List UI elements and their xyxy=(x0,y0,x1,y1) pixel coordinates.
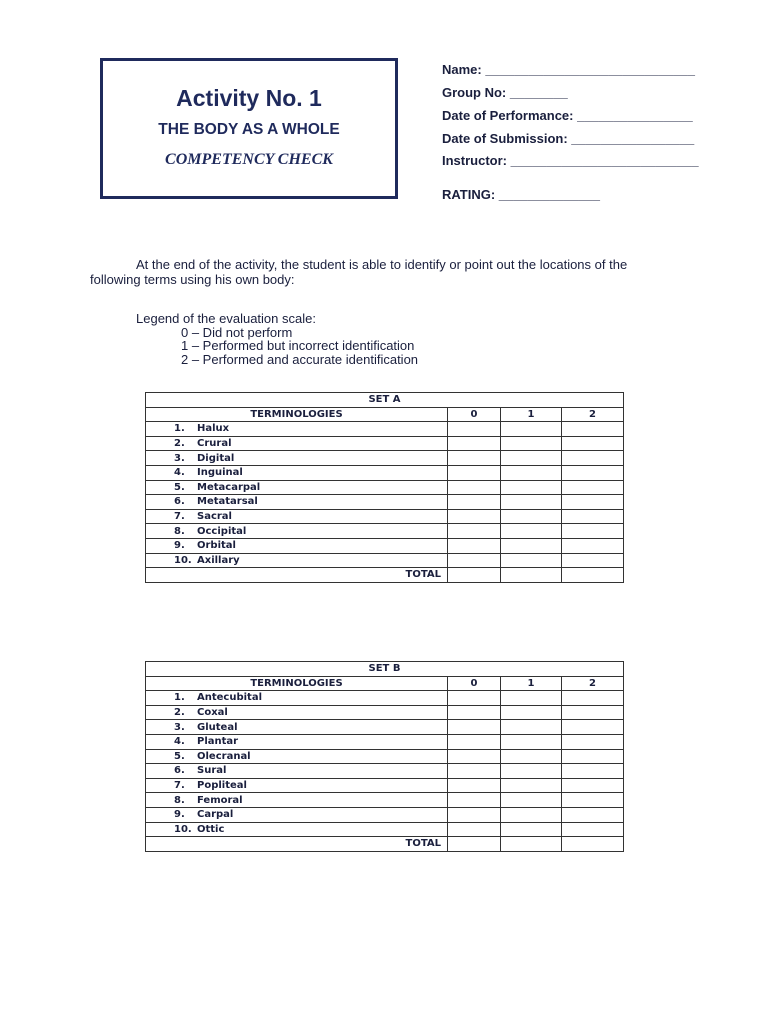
score-cell-2[interactable] xyxy=(562,495,624,510)
legend-item: 0 – Did not perform xyxy=(181,324,293,340)
term-name: Occipital xyxy=(197,525,247,537)
score-cell-1[interactable] xyxy=(501,436,562,451)
score-cell-0[interactable] xyxy=(448,720,501,735)
score-cell-2[interactable] xyxy=(562,691,624,706)
total-cell-0[interactable] xyxy=(448,568,501,583)
total-cell-2[interactable] xyxy=(562,568,624,583)
score-cell-0[interactable] xyxy=(448,553,501,568)
score-cell-1[interactable] xyxy=(501,720,562,735)
score-cell-2[interactable] xyxy=(562,436,624,451)
term-number: 8. xyxy=(174,525,185,537)
term-name: Sural xyxy=(197,765,227,777)
score-cell-0[interactable] xyxy=(448,465,501,480)
term-number: 4. xyxy=(174,736,185,748)
term-name: Metatarsal xyxy=(197,496,258,508)
score-cell-2[interactable] xyxy=(562,764,624,779)
term-name: Sacral xyxy=(197,511,232,523)
total-label: TOTAL xyxy=(146,837,448,852)
term-number: 2. xyxy=(174,707,185,719)
activity-title-box xyxy=(100,58,398,199)
table-row xyxy=(146,524,624,539)
term-number: 5. xyxy=(174,750,185,762)
score-cell-1[interactable] xyxy=(501,793,562,808)
activity-subtitle: THE BODY AS A WHOLE xyxy=(158,121,340,138)
column-header-1: 1 xyxy=(501,407,562,422)
table-row xyxy=(146,495,624,510)
term-name: Inguinal xyxy=(197,467,243,479)
score-cell-2[interactable] xyxy=(562,422,624,437)
term-name: Olecranal xyxy=(197,750,251,762)
score-cell-0[interactable] xyxy=(448,793,501,808)
table-row xyxy=(146,480,624,495)
score-cell-0[interactable] xyxy=(448,538,501,553)
legend-title: Legend of the evaluation scale: xyxy=(136,311,316,326)
score-cell-0[interactable] xyxy=(448,822,501,837)
term-number: 9. xyxy=(174,540,185,552)
score-cell-1[interactable] xyxy=(501,749,562,764)
table-row xyxy=(146,538,624,553)
term-number: 9. xyxy=(174,809,185,821)
total-cell-1[interactable] xyxy=(501,568,562,583)
total-label: TOTAL xyxy=(146,568,448,583)
score-cell-2[interactable] xyxy=(562,538,624,553)
table-row xyxy=(146,509,624,524)
score-cell-1[interactable] xyxy=(501,705,562,720)
table-row xyxy=(146,422,624,437)
score-cell-0[interactable] xyxy=(448,807,501,822)
total-row xyxy=(146,568,624,583)
total-row xyxy=(146,837,624,852)
score-cell-1[interactable] xyxy=(501,807,562,822)
table-row xyxy=(146,691,624,706)
table-row xyxy=(146,764,624,779)
score-cell-1[interactable] xyxy=(501,451,562,466)
score-cell-2[interactable] xyxy=(562,807,624,822)
score-cell-0[interactable] xyxy=(448,436,501,451)
activity-title: Activity No. 1 xyxy=(176,85,322,111)
column-header-1: 1 xyxy=(501,676,562,691)
set-a-heading: SET A xyxy=(146,393,624,408)
score-cell-1[interactable] xyxy=(501,778,562,793)
term-number: 7. xyxy=(174,511,185,523)
total-cell-1[interactable] xyxy=(501,837,562,852)
score-cell-0[interactable] xyxy=(448,734,501,749)
term-name: Axillary xyxy=(197,554,240,566)
legend-item: 1 – Performed but incorrect identification xyxy=(181,338,415,353)
score-cell-2[interactable] xyxy=(562,524,624,539)
set-b-table xyxy=(145,661,624,852)
score-cell-2[interactable] xyxy=(562,822,624,837)
term-number: 10. xyxy=(174,554,192,566)
score-cell-0[interactable] xyxy=(448,778,501,793)
term-number: 8. xyxy=(174,794,185,806)
term-number: 2. xyxy=(174,438,185,450)
term-name: Halux xyxy=(197,423,230,435)
term-name: Crural xyxy=(197,438,232,450)
score-cell-1[interactable] xyxy=(501,495,562,510)
score-cell-0[interactable] xyxy=(448,480,501,495)
term-number: 5. xyxy=(174,481,185,493)
term-name: Gluteal xyxy=(197,721,238,733)
score-cell-2[interactable] xyxy=(562,720,624,735)
date-submission-field[interactable]: Date of Submission: _________________ xyxy=(442,131,695,146)
table-row xyxy=(146,465,624,480)
score-cell-2[interactable] xyxy=(562,778,624,793)
score-cell-0[interactable] xyxy=(448,524,501,539)
term-name: Plantar xyxy=(197,736,239,748)
intro-line-1: At the end of the activity, the student is able to identify or point out the locations of the xyxy=(136,257,628,272)
table-row xyxy=(146,749,624,764)
date-performance-field[interactable]: Date of Performance: ________________ xyxy=(442,108,693,123)
term-name: Coxal xyxy=(197,707,228,719)
column-header-2: 2 xyxy=(562,676,624,691)
score-cell-0[interactable] xyxy=(448,495,501,510)
intro-paragraph xyxy=(90,257,680,287)
score-cell-1[interactable] xyxy=(501,480,562,495)
set-a-table xyxy=(145,392,624,583)
table-row xyxy=(146,778,624,793)
term-number: 6. xyxy=(174,496,185,508)
term-name: Orbital xyxy=(197,540,236,552)
score-cell-0[interactable] xyxy=(448,764,501,779)
intro-line-2: following terms using his own body: xyxy=(90,272,295,287)
column-header-terminologies: TERMINOLOGIES xyxy=(146,407,448,422)
score-cell-2[interactable] xyxy=(562,705,624,720)
score-cell-1[interactable] xyxy=(501,553,562,568)
score-cell-2[interactable] xyxy=(562,480,624,495)
column-header-0: 0 xyxy=(448,407,501,422)
score-cell-2[interactable] xyxy=(562,734,624,749)
table-row xyxy=(146,822,624,837)
table-row xyxy=(146,553,624,568)
set-b-heading: SET B xyxy=(146,662,624,677)
term-name: Metacarpal xyxy=(197,481,261,493)
competency-label: COMPETENCY CHECK xyxy=(165,151,333,168)
score-cell-0[interactable] xyxy=(448,451,501,466)
term-number: 1. xyxy=(174,423,185,435)
score-cell-0[interactable] xyxy=(448,691,501,706)
term-number: 10. xyxy=(174,823,192,835)
score-cell-1[interactable] xyxy=(501,734,562,749)
legend-item: 2 – Performed and accurate identification xyxy=(181,351,419,367)
score-cell-1[interactable] xyxy=(501,465,562,480)
term-number: 3. xyxy=(174,452,185,464)
score-cell-2[interactable] xyxy=(562,553,624,568)
score-cell-2[interactable] xyxy=(562,465,624,480)
score-cell-0[interactable] xyxy=(448,422,501,437)
term-number: 4. xyxy=(174,467,185,479)
instructor-field[interactable]: Instructor: __________________________ xyxy=(442,153,699,168)
column-header-2: 2 xyxy=(562,407,624,422)
column-header-0: 0 xyxy=(448,676,501,691)
score-cell-2[interactable] xyxy=(562,451,624,466)
table-row xyxy=(146,734,624,749)
term-number: 1. xyxy=(174,692,185,704)
table-row xyxy=(146,436,624,451)
term-name: Popliteal xyxy=(197,780,247,792)
term-name: Femoral xyxy=(197,794,243,806)
score-cell-0[interactable] xyxy=(448,705,501,720)
score-cell-1[interactable] xyxy=(501,764,562,779)
total-cell-0[interactable] xyxy=(448,837,501,852)
term-name: Carpal xyxy=(197,809,234,821)
score-cell-0[interactable] xyxy=(448,749,501,764)
score-cell-2[interactable] xyxy=(562,793,624,808)
score-cell-1[interactable] xyxy=(501,524,562,539)
score-cell-1[interactable] xyxy=(501,422,562,437)
group-field[interactable]: Group No: ________ xyxy=(442,85,568,100)
term-number: 6. xyxy=(174,765,185,777)
table-row xyxy=(146,720,624,735)
score-cell-2[interactable] xyxy=(562,749,624,764)
term-number: 7. xyxy=(174,780,185,792)
term-name: Digital xyxy=(197,452,235,464)
score-cell-1[interactable] xyxy=(501,691,562,706)
table-row xyxy=(146,451,624,466)
term-name: Antecubital xyxy=(197,692,263,704)
name-field[interactable]: Name: _____________________________ xyxy=(442,62,696,77)
rating-field[interactable]: RATING: ______________ xyxy=(442,187,601,202)
evaluation-legend xyxy=(136,312,418,366)
table-row xyxy=(146,793,624,808)
column-header-terminologies: TERMINOLOGIES xyxy=(146,676,448,691)
term-number: 3. xyxy=(174,721,185,733)
score-cell-2[interactable] xyxy=(562,509,624,524)
score-cell-1[interactable] xyxy=(501,509,562,524)
score-cell-1[interactable] xyxy=(501,822,562,837)
term-name: Ottic xyxy=(197,823,225,835)
table-row xyxy=(146,705,624,720)
score-cell-1[interactable] xyxy=(501,538,562,553)
score-cell-0[interactable] xyxy=(448,509,501,524)
table-row xyxy=(146,807,624,822)
total-cell-2[interactable] xyxy=(562,837,624,852)
